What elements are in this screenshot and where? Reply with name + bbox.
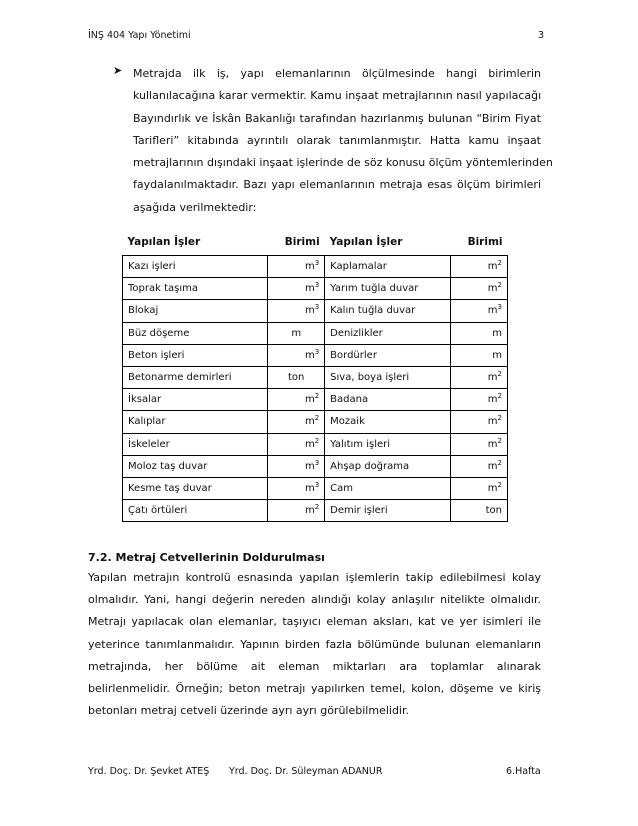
unit-exponent: 3 (314, 347, 320, 356)
work-item-cell: İksalar (123, 389, 268, 411)
unit-symbol: m (492, 327, 502, 339)
text-line: Metrajda ilk iş, yapı elemanlarının ölçülmesinde hangi birimlerin (133, 67, 541, 80)
unit-symbol: m (304, 416, 315, 428)
text-line: Yapılan metrajın kontrolü esnasında yapılan işlemlerin takip edilebilmesi kolay (88, 571, 541, 584)
work-item-cell: Demir işleri (325, 500, 451, 522)
unit-cell (268, 389, 325, 411)
work-item-cell: Ahşap doğrama (325, 455, 451, 477)
unit-exponent: 2 (497, 436, 502, 445)
text-line: aşağıda verilmektedir: (133, 200, 257, 214)
work-item-cell: Büz döşeme (123, 322, 268, 344)
text-line: kullanılacağına karar vermektir. Kamu inşaat metrajlarının nasıl yapılacağı (133, 89, 542, 103)
table-row (123, 278, 508, 300)
unit-cell (268, 433, 325, 455)
work-item-cell: Yarım tuğla duvar (325, 278, 451, 300)
table-row (123, 455, 508, 477)
section-heading: 7.2. Metraj Cetvellerinin Doldurulması (88, 551, 325, 564)
table-row (123, 366, 508, 388)
unit-symbol: m (487, 372, 498, 384)
unit-exponent: 2 (497, 281, 502, 290)
unit-cell (451, 300, 508, 322)
work-item-cell: Beton işleri (123, 344, 268, 366)
work-item-cell: Mozaik (325, 411, 451, 433)
work-item-cell: Toprak taşıma (123, 278, 268, 300)
header-course-title: İNŞ 404 Yapı Yönetimi (88, 30, 191, 41)
table-body (123, 256, 508, 522)
unit-symbol: m (304, 261, 315, 273)
text-line: faydalanılmaktadır. Bazı yapı elemanlarının metraja esas ölçüm birimleri (133, 178, 541, 192)
bullet-paragraph-text (133, 63, 553, 219)
unit-exponent: 2 (497, 392, 502, 401)
unit-exponent: 2 (497, 480, 502, 489)
unit-symbol: m (487, 482, 498, 494)
work-item-cell: Moloz taş duvar (123, 455, 268, 477)
text-line: olmalıdır. Yani, hangi değerin nereden alındığı kolay anlaşılır nitelikte olmalıdır. (88, 593, 541, 607)
unit-exponent: 3 (314, 458, 320, 467)
table-row (123, 344, 508, 366)
unit-cell (268, 322, 325, 344)
work-item-cell: Kalıplar (123, 411, 268, 433)
work-item-cell: Denizlikler (325, 322, 451, 344)
text-line: metrajlarının dışındaki inşaat işlerinde de söz konusu ölçüm yöntemlerinden (133, 156, 553, 170)
unit-symbol: m (304, 305, 315, 317)
unit-exponent: 2 (314, 436, 320, 445)
table-row (123, 256, 508, 278)
unit-symbol: ton (485, 505, 502, 517)
work-item-cell: Blokaj (123, 300, 268, 322)
unit-symbol: m (304, 394, 315, 406)
units-table (122, 229, 508, 522)
unit-cell (451, 500, 508, 522)
table-header-cell: Yapılan İşler (127, 236, 201, 248)
unit-exponent: 2 (497, 259, 502, 268)
unit-symbol: m (304, 349, 315, 361)
unit-symbol: m (304, 482, 315, 494)
unit-cell (451, 389, 508, 411)
work-item-cell: Çatı örtüleri (123, 500, 268, 522)
work-item-cell: Kesme taş duvar (123, 477, 268, 499)
unit-cell (268, 500, 325, 522)
text-line: metrajında, her bölüme ait eleman miktarları ara toplamlar alınarak (88, 659, 541, 673)
unit-exponent: 2 (314, 414, 320, 423)
work-item-cell: Badana (325, 389, 451, 411)
work-item-cell: Cam (325, 477, 451, 499)
unit-symbol: m (304, 505, 315, 517)
work-item-cell: İskeleler (123, 433, 268, 455)
unit-cell (451, 278, 508, 300)
footer-author-1: Yrd. Doç. Dr. Şevket ATEŞ (88, 766, 210, 777)
table-row (123, 300, 508, 322)
unit-cell (268, 300, 325, 322)
unit-symbol: m (304, 283, 315, 295)
table-header-cell: Birimi (284, 236, 320, 248)
work-item-cell: Yalıtım işleri (325, 433, 451, 455)
unit-symbol: m (487, 261, 498, 273)
unit-exponent: 3 (314, 259, 320, 268)
unit-exponent: 3 (314, 480, 320, 489)
header-page-number: 3 (538, 30, 545, 41)
unit-cell (268, 256, 325, 278)
unit-exponent: 3 (497, 303, 502, 312)
work-item-cell: Kaplamalar (325, 256, 451, 278)
footer-author-2: Yrd. Doç. Dr. Süleyman ADANUR (229, 766, 383, 777)
text-line: belirlenmelidir. Örneğin; beton metrajı yapılırken temel, kolon, döşeme ve kiriş (88, 681, 541, 695)
unit-symbol: m (304, 460, 315, 472)
unit-cell (268, 344, 325, 366)
table-row (123, 389, 508, 411)
unit-symbol: m (492, 349, 502, 361)
unit-symbol: m (487, 283, 498, 295)
unit-cell (268, 411, 325, 433)
table-row (123, 411, 508, 433)
table-row (123, 477, 508, 499)
unit-exponent: 2 (497, 414, 502, 423)
unit-cell (451, 455, 508, 477)
unit-symbol: m (487, 460, 498, 472)
unit-cell (451, 366, 508, 388)
work-item-cell: Kalın tuğla duvar (325, 300, 451, 322)
text-line: Metrajı yapılacak olan elemanlar, taşıyıcı eleman aksları, kat ve yer isimleri ile (88, 615, 541, 629)
table-row (123, 433, 508, 455)
work-item-cell: Kazı işleri (123, 256, 268, 278)
table-row (123, 500, 508, 522)
unit-symbol: m (291, 327, 302, 339)
table-header-cell: Birimi (467, 236, 503, 248)
unit-symbol: m (487, 438, 498, 450)
unit-cell (451, 477, 508, 499)
unit-cell (451, 256, 508, 278)
text-line: Tarifleri” kitabında ayrıntılı olarak tanımlanmıştır. Hatta kamu inşaat (133, 133, 541, 147)
table-header-cell: Yapılan İşler (329, 236, 403, 248)
unit-cell (451, 433, 508, 455)
work-item-cell: Betonarme demirleri (123, 366, 268, 388)
unit-symbol: ton (287, 372, 305, 384)
unit-cell (451, 322, 508, 344)
unit-symbol: m (487, 394, 498, 406)
unit-symbol: m (487, 305, 498, 317)
unit-cell (268, 477, 325, 499)
table-header-row (123, 229, 508, 256)
text-line: betonları metraj cetveli üzerinde ayrı ayrı görülebilmelidir. (88, 704, 409, 718)
footer-week: 6.Hafta (506, 766, 541, 777)
unit-exponent: 2 (314, 503, 320, 512)
text-line: yeterince tanımlanmalıdır. Yapının birden fazla bölümünde bulunan elemanların (88, 637, 541, 651)
unit-exponent: 3 (314, 281, 320, 290)
unit-cell (268, 278, 325, 300)
unit-cell (451, 344, 508, 366)
unit-symbol: m (304, 438, 315, 450)
section-paragraph (88, 567, 541, 722)
work-item-cell: Bordürler (325, 344, 451, 366)
unit-symbol: m (487, 416, 498, 428)
unit-exponent: 3 (314, 303, 320, 312)
unit-exponent: 2 (314, 392, 320, 401)
unit-cell (268, 455, 325, 477)
unit-cell (268, 366, 325, 388)
arrow-bullet-icon: ➤ (113, 64, 123, 77)
unit-cell (451, 411, 508, 433)
work-item-cell: Sıva, boya işleri (325, 366, 451, 388)
unit-exponent: 2 (497, 458, 502, 467)
unit-exponent: 2 (497, 370, 502, 379)
text-line: Bayındırlık ve İskân Bakanlığı tarafından hazırlanmış bulunan “Birim Fiyat (133, 111, 541, 125)
table-row (123, 322, 508, 344)
